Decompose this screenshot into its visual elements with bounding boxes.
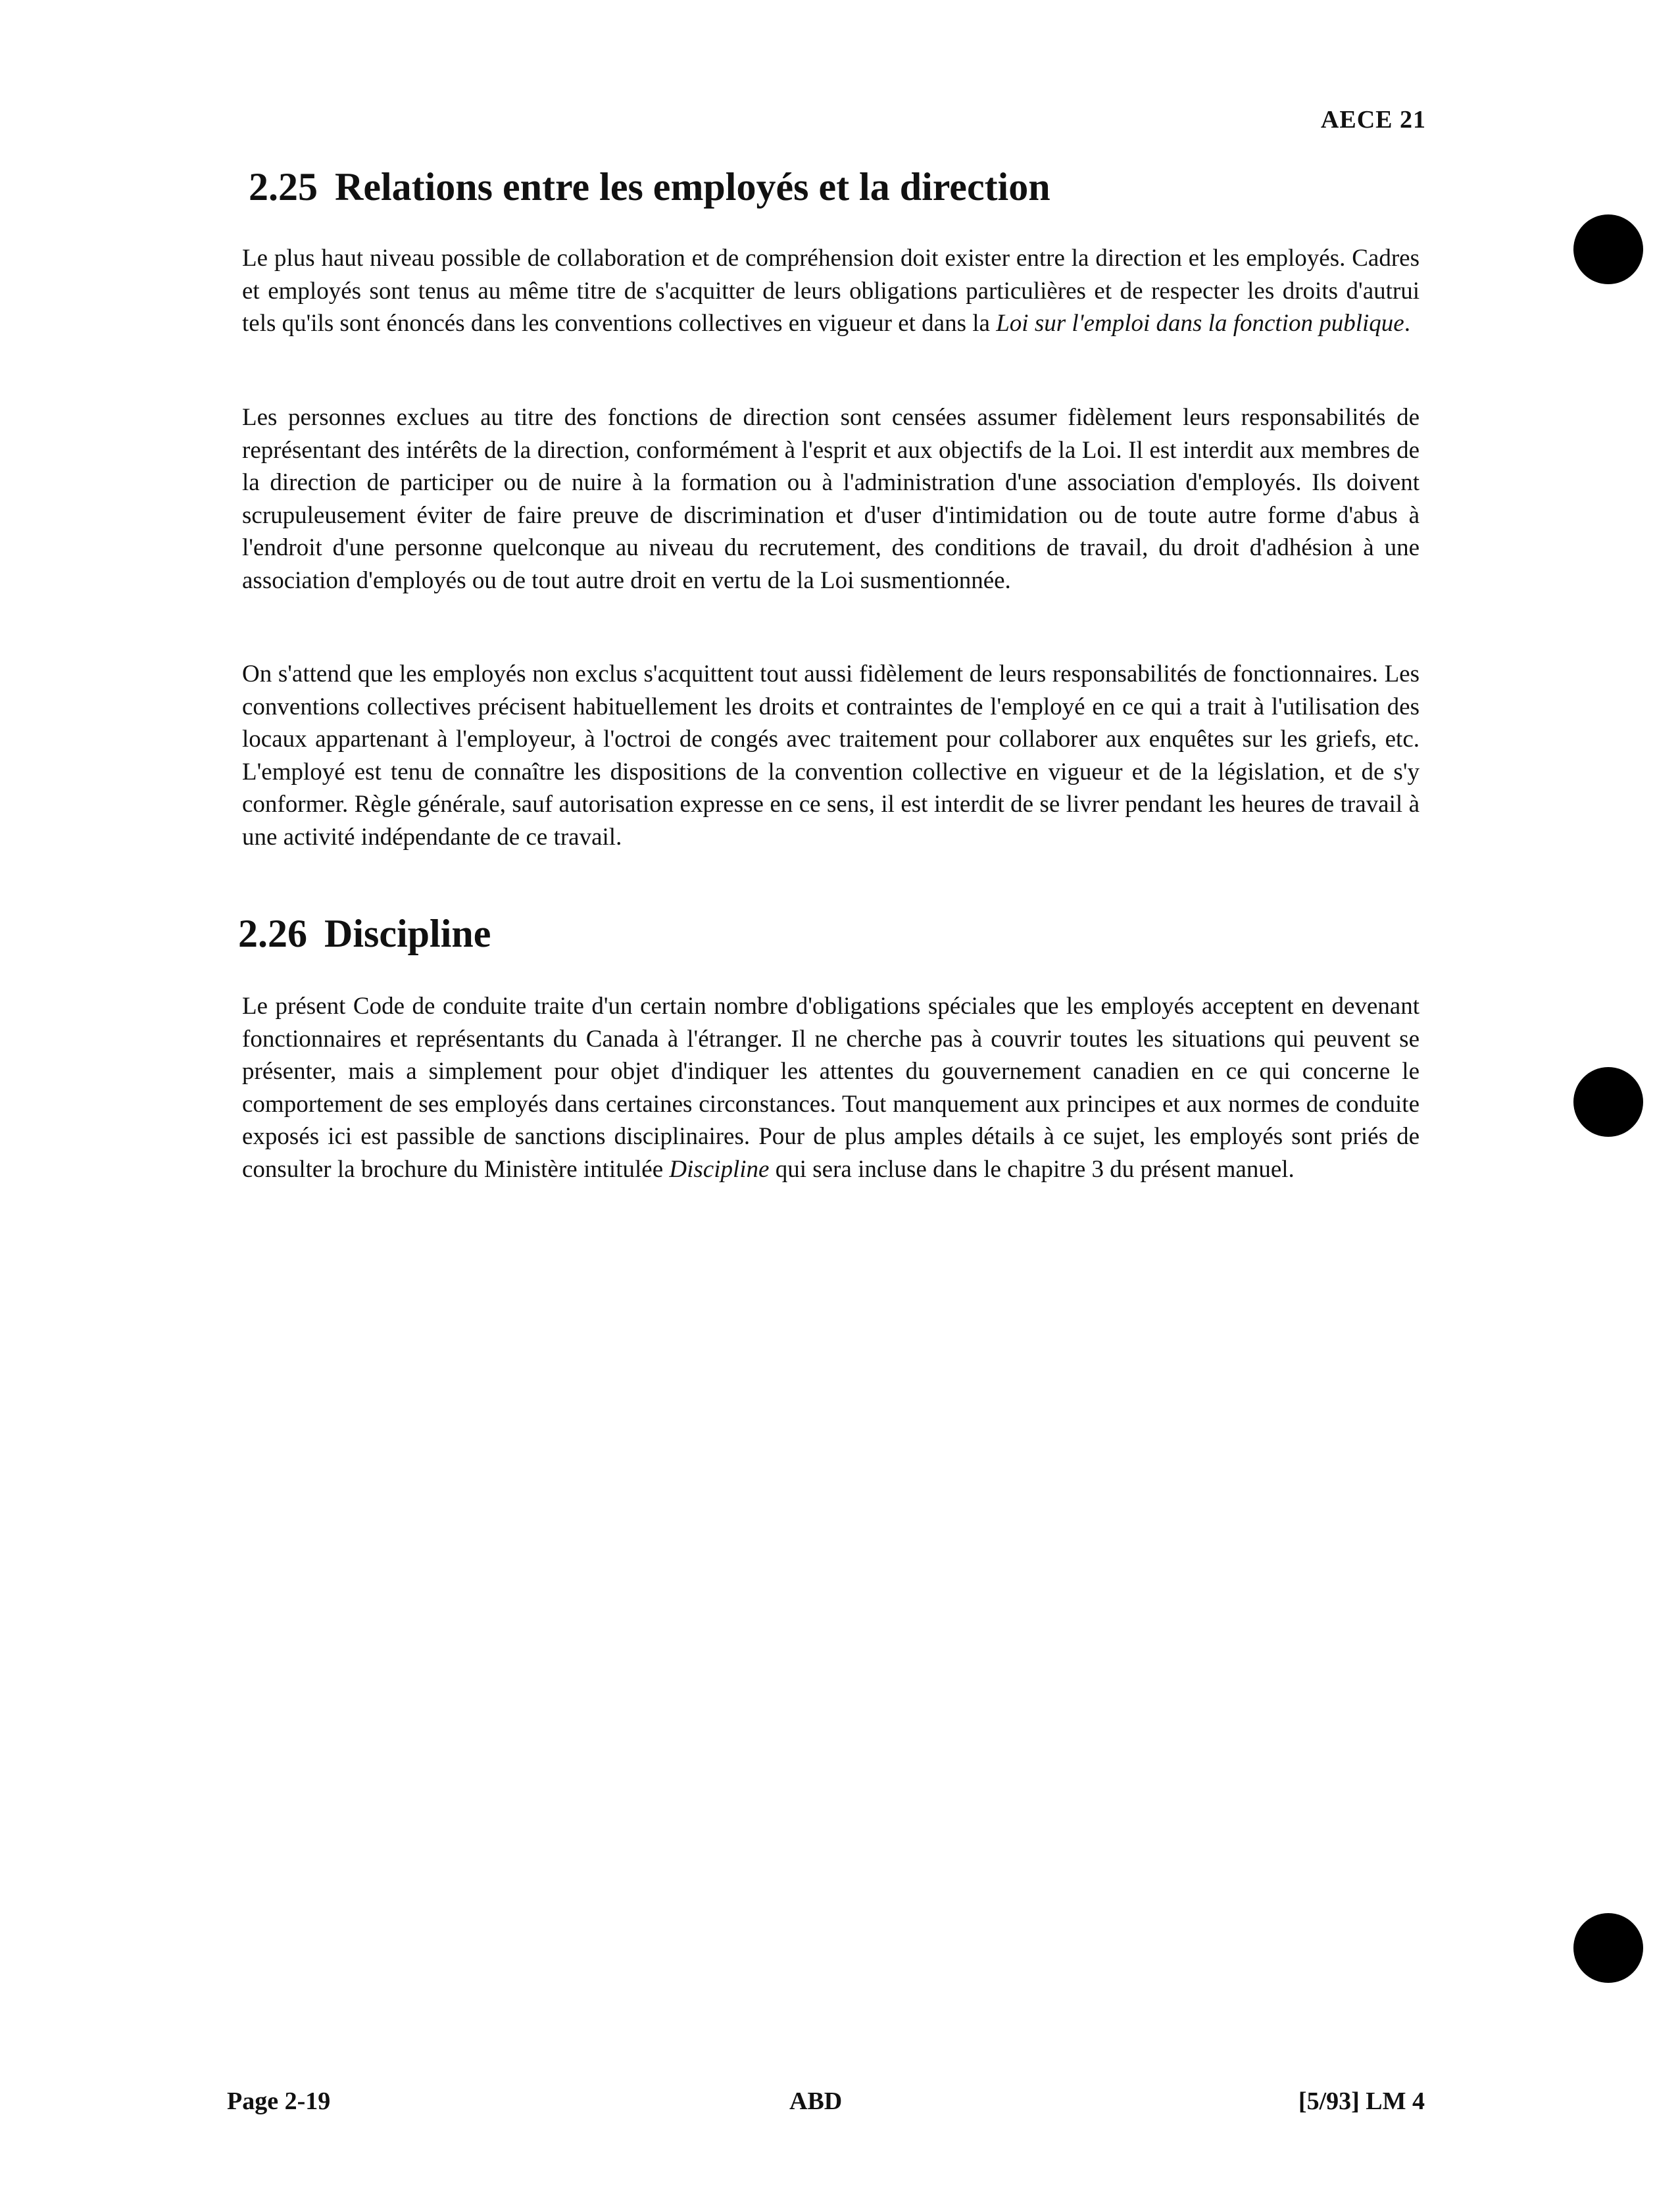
paragraph-end: . xyxy=(1404,310,1410,337)
section-heading-2-26 xyxy=(238,911,491,957)
law-title-italic: Loi sur l'emploi dans la fonction publique xyxy=(996,310,1404,337)
section-number: 2.25 xyxy=(249,165,318,209)
footer-center-code: ABD xyxy=(789,2087,843,2115)
running-header: AECE 21 xyxy=(1320,106,1426,134)
binder-hole-top xyxy=(1573,214,1643,284)
section-title: Discipline xyxy=(324,912,491,955)
paragraph-excluded-persons: Les personnes exclues au titre des fonctions de direction sont censées assumer fidèlement leurs responsabilités de représentant des intérêts de la direction, conformément à l'esprit et aux objectifs de la Loi. Il est interdit aux membres de la direction de participer ou de nuire à la formation ou à l'administration d'une association d'employés. Ils doivent scrupuleusement éviter de faire preuve de discrimination et d'user d'intimidation ou de toute autre forme d'abus à l'endroit d'une personne quelconque au niveau du recrutement, des conditions de travail, du droit d'adhésion à une association d'employés ou de tout autre droit en vertu de la Loi susmentionnée. xyxy=(242,404,1420,594)
section-number: 2.26 xyxy=(238,912,307,955)
section-title: Relations entre les employés et la direction xyxy=(335,165,1050,209)
footer-page-number: Page 2-19 xyxy=(227,2087,331,2115)
paragraph-discipline xyxy=(242,990,1420,1185)
paragraph-collaboration xyxy=(242,242,1420,340)
section-heading-2-25 xyxy=(249,164,1050,210)
paragraph-non-excluded-employees: On s'attend que les employés non exclus s'acquittent tout aussi fidèlement de leurs responsabilités de fonctionnaires. Les conventions collectives précisent habituellement les droits et contraintes de l'employé en ce qui a trait à l'utilisation des locaux appartenant à l'employeur, à l'octroi de congés avec traitement pour collaborer aux enquêtes sur les griefs, etc. L'employé est tenu de connaître les dispositions de la convention collective en vigueur et de la législation, et de s'y conformer. Règle générale, sauf autorisation expresse en ce sens, il est interdit de se livrer pendant les heures de travail à une activité indépendante de ce travail. xyxy=(242,661,1420,851)
footer-revision: [5/93] LM 4 xyxy=(1298,2087,1425,2115)
brochure-title-italic: Discipline xyxy=(669,1155,770,1183)
paragraph-end: qui sera incluse dans le chapitre 3 du présent manuel. xyxy=(769,1155,1295,1183)
paragraph-text: Le plus haut niveau possible de collaboration et de compréhension doit exister entre la direction et les employés. Cadres et employés sont tenus au même titre de s'acquitter de leurs obligations particulières et de respecter les droits d'autrui tels qu'ils sont énoncés dans les conventions collectives en vigueur et dans la xyxy=(242,245,1420,337)
paragraph-text: Le présent Code de conduite traite d'un certain nombre d'obligations spéciales que les employés acceptent en devenant fonctionnaires et représentants du Canada à l'étranger. Il ne cherche pas à couvrir toutes les situations qui peuvent se présenter, mais a simplement pour objet d'indiquer les attentes du gouvernement canadien en ce qui concerne le comportement de ses employés dans certaines circonstances. Tout manquement aux principes et aux normes de conduite exposés ici est passible de sanctions disciplinaires. Pour de plus amples détails à ce sujet, les employés sont priés de consulter la brochure du Ministère intitulée xyxy=(242,993,1420,1183)
binder-hole-middle xyxy=(1573,1067,1643,1137)
binder-hole-bottom xyxy=(1573,1913,1643,1983)
